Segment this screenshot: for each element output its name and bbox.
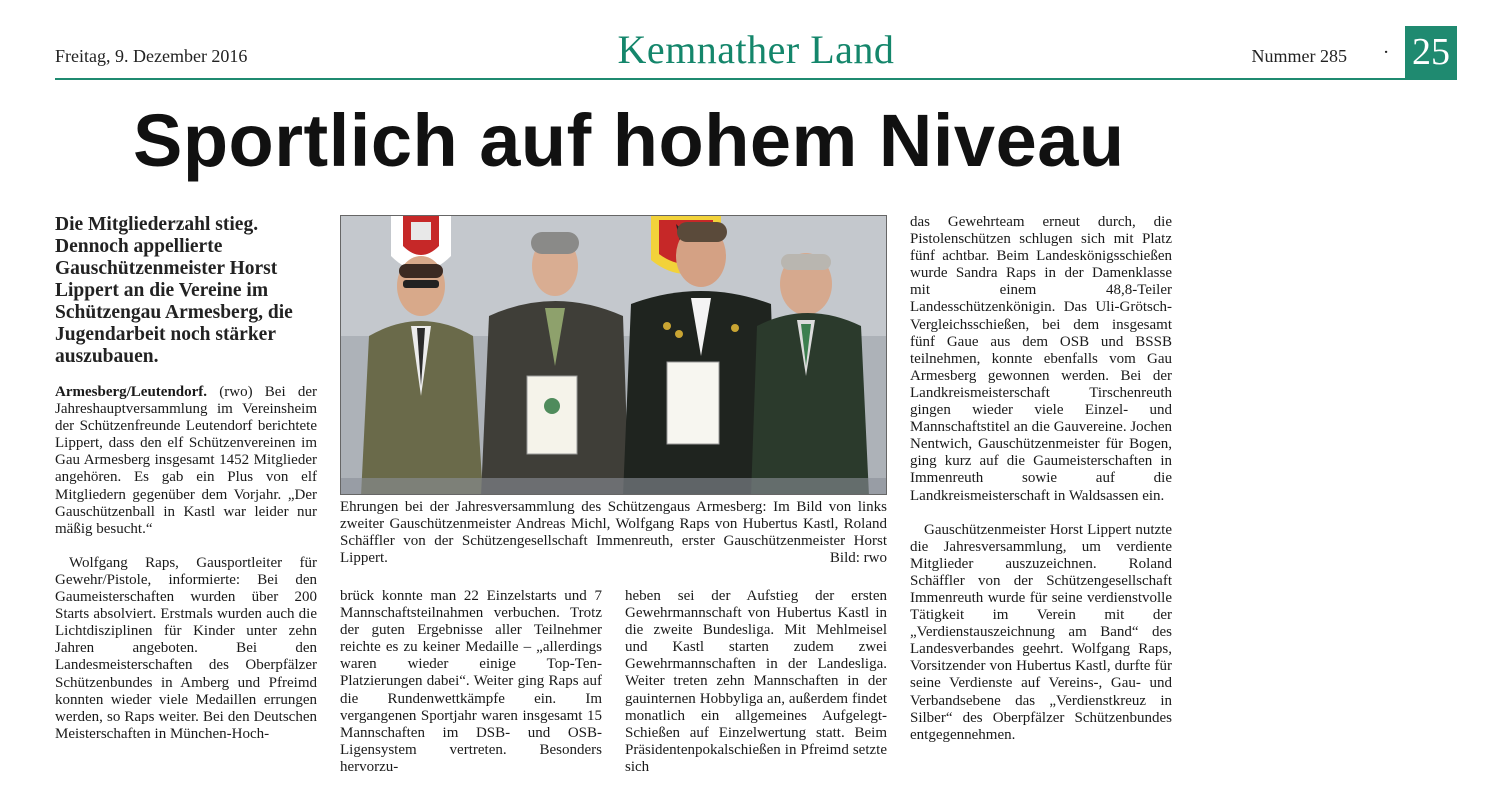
paragraph [55, 384, 317, 538]
article-column-3 [625, 588, 887, 776]
issue-number: Nummer 285 [1251, 46, 1347, 66]
paragraph: das Gewehrteam erneut durch, die Pistolenschützen schlugen sich mit Platz fünf achtbar. Beim Landeskönigsschießen wurde Sandra Raps in der Damenklasse mit einem 48,8-Teiler Landesschützenkönigin. Das Uli-Grötsch-Vergleichsschießen, bei dem insgesamt fünf Gaue aus dem OSB und BSSB teilnehmen, konnte ebenfalls vom Gau Armesberg gewonnen werden. Bei der Landkreismeisterschaft Tirschenreuth gingen wieder viele Einzel- und Mannschaftstitel an die Gauvereine. Jochen Nentwich, Gauschützenmeister für Bogen, ging kurz auf die Gaumeisterschaften in Immenreuth sowie auf die Landkreismeisterschaft in Waldsassen ein. [910, 214, 1172, 504]
paragraph: brück konnte man 22 Einzelstarts und 7 Mannschaftsteilnahmen verbuchen. Trotz der guten Ergebnisse aller Teilnehmer reichte es zu keiner Medaille – „allerdings waren wieder einige Top-Ten-Platzierungen dabei“. Weiter ging Raps auf die Rundenwettkämpfe ein. Im vergangenen Sportjahr waren insgesamt 15 Mannschaften im DSB- und OSB-Ligensystem vertreten. Besonders hervorzu- [340, 588, 602, 775]
article-column-2 [340, 588, 602, 776]
photo-caption [340, 499, 887, 567]
paragraph: heben sei der Aufstieg der ersten Gewehrmannschaft von Hubertus Kastl in die zweite Bundesliga. Mit Mehlmeisel und Kastl starten zudem zwei Gewehrmannschaften in der Landesliga. Weiter treten zehn Mannschaften in der gauinternen Hobbyliga an, außerdem findet monatlich ein allgemeines Aufgelegt-Schießen auf Einzelwertung statt. Beim Präsidentenpokalschießen in Pfreimd setzte sich [625, 588, 887, 775]
paragraph-text: (rwo) Bei der Jahreshauptversammlung im Vereinsheim der Schützenfreunde Leutendorf berichtete Lippert, dass den elf Schützenvereinen im Gau Armesberg insgesamt 1452 Mitglieder angehören. Es gab ein Plus von elf Mitgliedern gegenüber dem Vorjahr. „Der Gauschützenball in Kastl war leider nur mäßig besucht.“ [55, 384, 317, 537]
photo-illustration [341, 216, 887, 495]
page-number-badge: 25 [1405, 26, 1457, 78]
article-photo [340, 215, 887, 495]
issue-date: Freitag, 9. Dezember 2016 [55, 46, 248, 66]
article-column-4 [910, 214, 1172, 744]
paragraph: Gauschützenmeister Horst Lippert nutzte die Jahresversammlung, um verdiente Mitglieder auszuzeichnen. Roland Schäffler von der Schützengesellschaft Immenreuth wurde für seine verdienstvolle Tätigkeit im Verein mit der „Verdienstauszeichnung am Band“ des Landesverbandes geehrt. Wolfgang Raps, Vorsitzender von Hubertus Kastl, durfte für seine Verdienste auf Vereins-, Gau- und Verbandsebene das „Verdienstkreuz in Silber“ des Oberpfälzer Schützenbundes entgegennehmen. [910, 521, 1172, 743]
section-title: Kemnather Land [617, 27, 895, 72]
article-column-1 [55, 384, 317, 743]
caption-text: Ehrungen bei der Jahresversammlung des Schützengaus Armesberg: Im Bild von links zweiter Gauschützenmeister Andreas Michl, Wolfgang Raps von Hubertus Kastl, Roland Schäffler von der Schützengesellschaft Immenreuth, erster Gauschützenmeister Horst Lippert. [340, 499, 887, 567]
paragraph: Wolfgang Raps, Gausportleiter für Gewehr/Pistole, informierte: Bei den Gaumeisterschaften wurden über 200 Starts absolviert. Erstmals wurden auch die Lichtdisziplinen für Kinder unter zehn Jahren angeboten. Bei den Landesmeisterschaften des Oberpfälzer Schützenbundes in Amberg und Pfreimd konnten wieder viele Medaillen errungen werden, so Raps weiter. Bei den Deutschen Meisterschaften in München-Hoch- [55, 554, 317, 742]
dateline: Armesberg/Leutendorf. [55, 384, 208, 400]
separator-dot: · [1383, 42, 1389, 63]
masthead [55, 26, 1457, 78]
photo-credit: Bild: rwo [829, 550, 887, 567]
article-headline: Sportlich auf hohem Niveau [133, 99, 1125, 182]
article-lead: Die Mitgliederzahl stieg. Dennoch appellierte Gauschützenmeister Horst Lippert an die Vereine im Schützengau Armesberg, die Jugendarbeit noch stärker auszubauen. [55, 214, 293, 367]
masthead-rule [55, 78, 1457, 80]
